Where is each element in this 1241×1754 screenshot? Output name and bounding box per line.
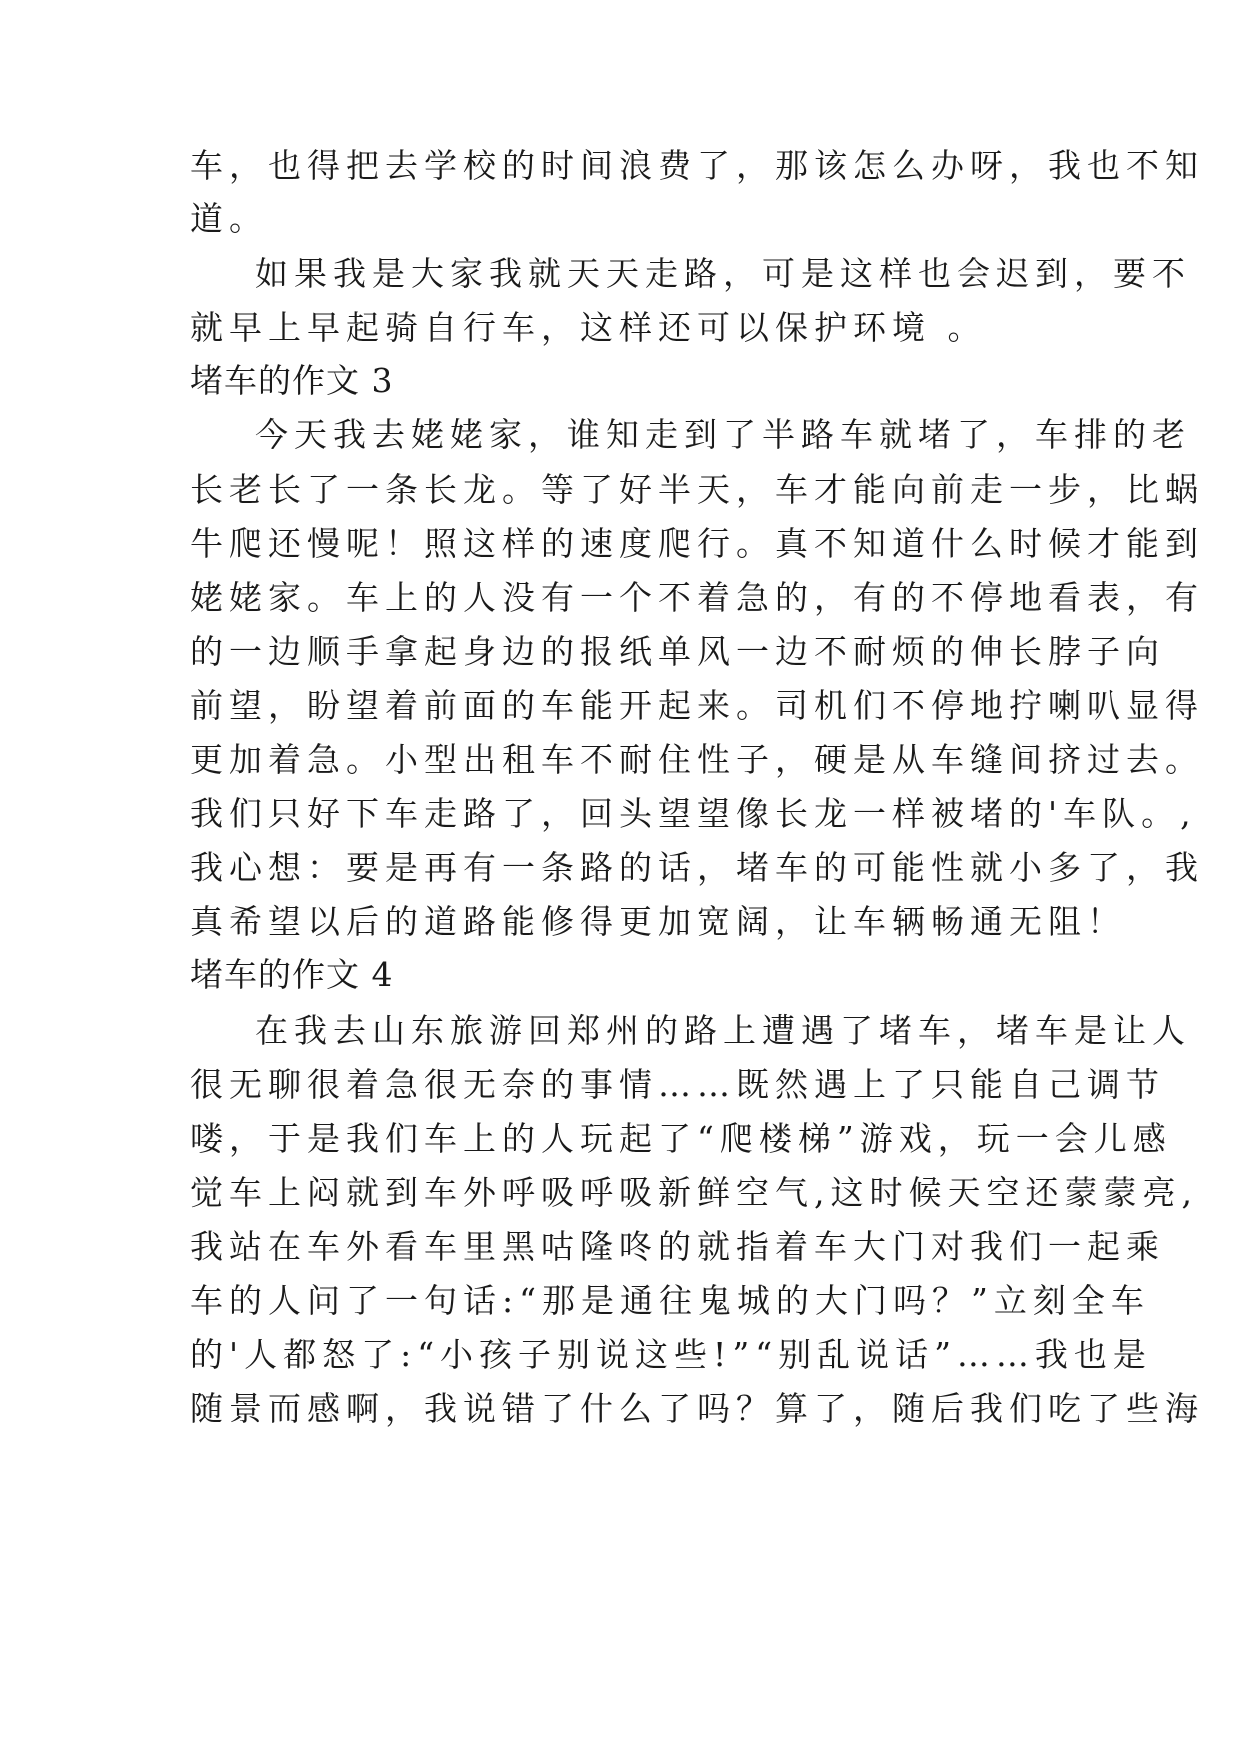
paragraph-line: 喽，于是我们车上的人玩起了“爬楼梯”游戏，玩一会儿感	[190, 1119, 1172, 1158]
paragraph-line: 今天我去姥姥家，谁知走到了半路车就堵了，车排的老	[255, 415, 1191, 454]
paragraph-line: 真希望以后的道路能修得更加宽阔，让车辆畅通无阻！	[190, 902, 1126, 941]
paragraph-line: 前望，盼望着前面的车能开起来。司机们不停地拧喇叭显得	[190, 686, 1204, 725]
paragraph-line: 道。	[190, 199, 268, 238]
paragraph-line: 随景而感啊，我说错了什么了吗？算了，随后我们吃了些海	[190, 1389, 1204, 1428]
paragraph-line: 车，也得把去学校的时间浪费了，那该怎么办呀，我也不知	[190, 146, 1204, 185]
paragraph-line: 很无聊很着急很无奈的事情……既然遇上了只能自己调节	[190, 1065, 1165, 1104]
paragraph-line: 的'人都怒了:“小孩子别说这些!”“别乱说话”……我也是	[190, 1335, 1152, 1374]
paragraph-line: 的一边顺手拿起身边的报纸单风一边不耐烦的伸长脖子向	[190, 632, 1165, 671]
paragraph-line: 我站在车外看车里黑咕隆咚的就指着车大门对我们一起乘	[190, 1227, 1165, 1266]
paragraph-line: 如果我是大家我就天天走路，可是这样也会迟到，要不	[255, 254, 1191, 293]
paragraph-line: 牛爬还慢呢！照这样的速度爬行。真不知道什么时候才能到	[190, 524, 1204, 563]
paragraph-line: 我们只好下车走路了，回头望望像长龙一样被堵的'车队。,	[190, 794, 1197, 833]
paragraph-line: 车的人问了一句话:“那是通往鬼城的大门吗？”立刻全车	[190, 1281, 1150, 1320]
section-heading: 堵车的作文 4	[190, 955, 394, 994]
paragraph-line: 长老长了一条长龙。等了好半天，车才能向前走一步，比蜗	[190, 470, 1204, 509]
section-heading: 堵车的作文 3	[190, 361, 394, 400]
paragraph-line: 觉车上闷就到车外呼吸呼吸新鲜空气,这时候天空还蒙蒙亮,	[190, 1173, 1198, 1212]
paragraph-line: 在我去山东旅游回郑州的路上遭遇了堵车，堵车是让人	[255, 1011, 1191, 1050]
paragraph-line: 我心想：要是再有一条路的话，堵车的可能性就小多了，我	[190, 848, 1204, 887]
paragraph-line: 更加着急。小型出租车不耐住性子，硬是从车缝间挤过去。	[190, 740, 1204, 779]
paragraph-line: 姥姥家。车上的人没有一个不着急的，有的不停地看表，有	[190, 578, 1204, 617]
paragraph-line: 就早上早起骑自行车，这样还可以保护环境 。	[190, 308, 987, 347]
